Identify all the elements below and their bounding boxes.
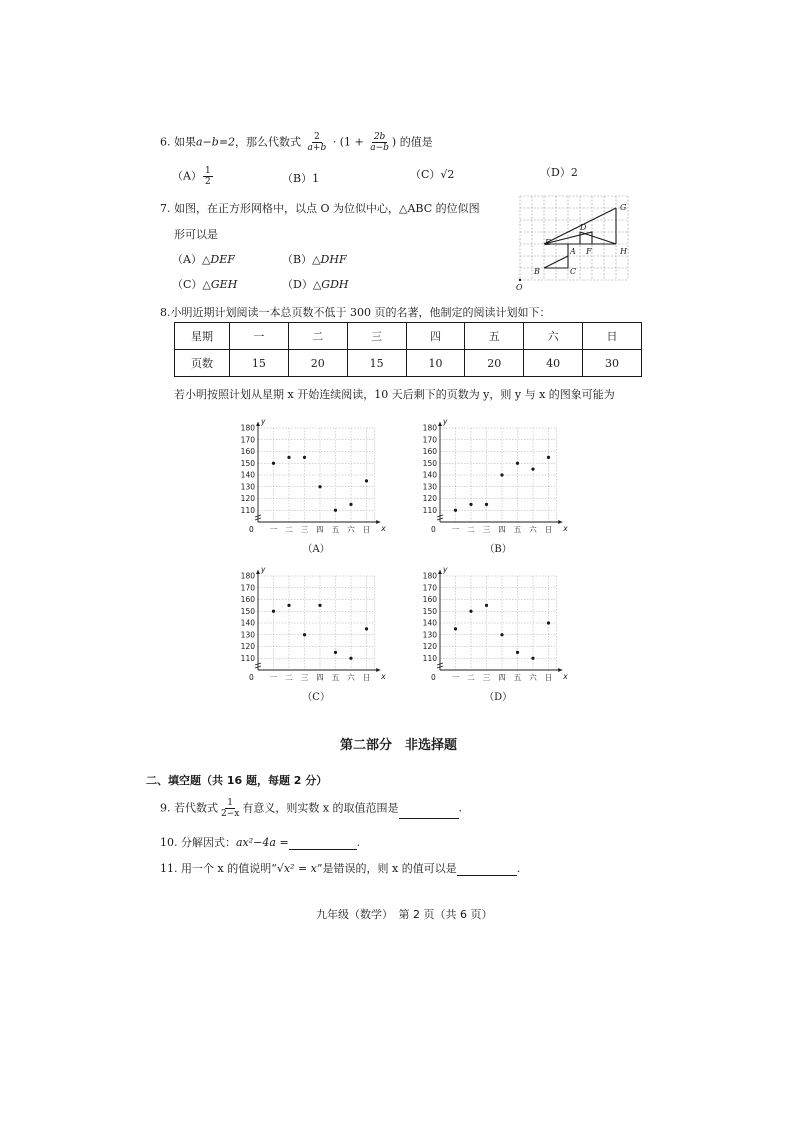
q9-answer-blank[interactable] [399,808,459,819]
y-tick-label: 120 [422,494,437,503]
x-tick-label: 四 [316,673,324,682]
x-axis-arrow [376,668,380,672]
q8-plot-b[interactable] [414,417,568,558]
data-point [272,610,275,613]
y-tick-label: 170 [422,583,437,593]
origin-label: 0 [249,673,254,682]
q6-paren-close: ) [391,135,397,149]
x-tick-label: 三 [300,673,309,682]
table-cell: 日 [583,323,642,350]
table-header-cell: 页数 [175,350,230,377]
origin-label: 0 [249,525,254,534]
x-tick-label: 一 [269,673,278,682]
y-tick-label: 140 [422,618,437,628]
y-axis-label: y [261,565,266,574]
y-tick-label: 160 [240,447,255,456]
q6-option-c[interactable]: （C）√2 [410,168,455,181]
table-cell: 15 [230,350,289,377]
data-point [500,473,503,476]
y-tick-label: 160 [422,595,437,604]
data-point [531,468,534,471]
q8-plot-a[interactable] [232,417,386,558]
y-tick-label: 180 [422,571,437,581]
q8-reading-plan-table [174,322,642,377]
q7-label-a: A [570,247,576,256]
x-tick-label: 一 [269,525,278,534]
q7-label-g: G [620,203,627,212]
table-cell: 二 [288,323,347,350]
data-point [469,610,472,613]
q7-label-h: H [620,247,627,256]
x-axis-label: x [563,672,568,681]
x-tick-label: 五 [513,673,522,682]
plot-svg [414,565,568,706]
q6-stem [160,132,433,153]
table-cell: 10 [406,350,465,377]
x-tick-label: 六 [529,673,537,682]
table-row [175,350,642,377]
q7-label-e: E [545,238,551,247]
y-tick-label: 130 [240,630,255,640]
x-tick-label: 三 [482,673,491,682]
data-point [334,509,337,512]
data-point [547,456,550,459]
x-tick-label: 二 [285,673,293,682]
q7-stem-line1: 7. 如图，在正方形网格中，以点 O 为位似中心，△ABC 的位似图 [160,202,480,215]
x-tick-label: 四 [316,525,324,534]
x-tick-label: 一 [451,673,460,682]
q6-stem-post: 的值是 [399,135,433,149]
table-header-cell: 星期 [175,323,230,350]
data-point [318,604,321,607]
q7-option-a[interactable]: （A）△DEF [172,253,235,266]
x-tick-label: 日 [544,673,553,682]
q7-label-o: O [516,283,523,292]
q6-stem-pre: 如果 [174,135,196,149]
q6-option-a-fraction: $\frac{1}{2}$ [204,166,211,187]
table-cell: 一 [230,323,289,350]
q8-plot-d[interactable] [414,565,568,706]
x-axis-arrow [376,520,380,524]
y-tick-label: 110 [240,505,255,515]
x-tick-label: 三 [482,525,491,534]
x-tick-label: 六 [529,525,537,534]
q6-option-a[interactable]: （A） $\frac{1}{2}$ [172,166,211,187]
y-tick-label: 180 [240,571,255,581]
x-tick-label: 四 [498,525,506,534]
q6-number: 6. [160,135,171,149]
x-axis-arrow [558,668,562,672]
x-tick-label: 二 [467,525,475,534]
table-cell: 五 [465,323,524,350]
y-axis-arrow [256,422,260,426]
q6-fraction-2: $\frac{2b}{a-b}$ [370,132,389,153]
data-point [365,627,368,630]
y-tick-label: 140 [240,470,255,480]
plot-svg [232,565,386,706]
y-tick-label: 160 [422,447,437,456]
q7-label-c: C [570,267,577,276]
y-tick-label: 130 [240,482,255,492]
part2-title: 第二部分 非选择题 [340,738,458,753]
data-point [272,462,275,465]
y-tick-label: 120 [422,642,437,651]
q7-option-b[interactable]: （B）△DHF [282,253,347,266]
y-tick-label: 150 [240,458,255,468]
plot-grid [440,428,556,522]
data-point [365,479,368,482]
x-tick-label: 五 [331,525,340,534]
origin-label: 0 [431,673,436,682]
y-tick-label: 150 [240,606,255,616]
y-tick-label: 110 [422,653,437,663]
data-point [516,651,519,654]
data-point [349,657,352,660]
x-tick-label: 六 [347,673,355,682]
data-point [303,456,306,459]
table-cell: 40 [524,350,583,377]
plot-grid [258,428,374,522]
x-axis-label: x [381,524,386,533]
data-point [287,604,290,607]
q7-point-o [519,279,521,281]
y-tick-label: 180 [240,423,255,433]
table-cell: 20 [465,350,524,377]
x-tick-label: 日 [362,673,371,682]
y-tick-label: 130 [422,630,437,640]
data-point [454,509,457,512]
data-point [531,657,534,660]
data-point [485,604,488,607]
y-tick-label: 140 [422,470,437,480]
table-cell: 20 [288,350,347,377]
plot-caption: （A） [302,544,330,555]
data-point [469,503,472,506]
plot-svg [414,417,568,558]
data-point [485,503,488,506]
q6-condition: a−b=2 [196,135,236,149]
q6-option-b[interactable]: （B）1 [282,172,320,185]
q6-paren-open: (1 + [339,135,364,149]
q9-fraction: $\frac{1}{2-x}$ [221,798,240,819]
data-point [318,485,321,488]
q11-answer-blank[interactable] [457,865,517,876]
y-tick-label: 170 [240,583,255,593]
data-point [516,462,519,465]
x-tick-label: 二 [467,673,475,682]
plot-caption: （B） [484,544,512,555]
page-footer: 九年级（数学） 第 2 页（共 6 页） [316,908,493,921]
q8-question: 若小明按照计划从星期 x 开始连续阅读，10 天后剩下的页数为 y，则 y 与 x 的图象可能为 [174,388,615,401]
data-point [547,621,550,624]
q9: 9. 若代数式 $\frac{1}{2-x}$ 有意义，则实数 x 的取值范围是 . [160,798,463,819]
table-cell: 15 [347,350,406,377]
plot-grid [258,576,374,670]
x-tick-label: 六 [347,525,355,534]
q10-answer-blank[interactable] [289,839,357,850]
q7-grid-figure [516,192,638,292]
y-axis-arrow [256,570,260,574]
data-point [454,627,457,630]
origin-label: 0 [431,525,436,534]
section2-title: 二、填空题（共 16 题，每题 2 分） [146,774,328,787]
data-point [334,651,337,654]
plot-grid [440,576,556,670]
x-tick-label: 二 [285,525,293,534]
data-point [500,633,503,636]
table-row [175,323,642,350]
x-tick-label: 三 [300,525,309,534]
y-axis-label: y [261,417,266,426]
q6-dot: · [332,135,337,149]
table-cell: 30 [583,350,642,377]
y-axis-arrow [438,422,442,426]
y-tick-label: 120 [240,642,255,651]
x-axis-label: x [563,524,568,533]
x-tick-label: 五 [331,673,340,682]
y-axis-label: y [443,565,448,574]
x-tick-label: 日 [362,525,371,534]
y-tick-label: 170 [422,435,437,445]
q7-stem-line2: 形可以是 [174,228,218,241]
y-tick-label: 110 [422,505,437,515]
q10: 10. 分解因式：ax²−4a = . [160,836,361,849]
q7-option-d[interactable]: （D）△GDH [282,278,349,291]
plot-caption: （C） [302,692,330,703]
table-cell: 三 [347,323,406,350]
q6-fraction-1: $\frac{2}{a+b}$ [307,132,327,153]
x-tick-label: 四 [498,673,506,682]
table-cell: 四 [406,323,465,350]
x-tick-label: 一 [451,525,460,534]
plot-svg [232,417,386,558]
q7-label-d: D [580,223,587,232]
q8-plot-c[interactable] [232,565,386,706]
y-tick-label: 110 [240,653,255,663]
x-axis-label: x [381,672,386,681]
y-axis-arrow [438,570,442,574]
q6-option-d[interactable]: （D）2 [540,166,578,179]
q6-stem-mid: ，那么代数式 [235,135,302,149]
x-tick-label: 五 [513,525,522,534]
y-tick-label: 120 [240,494,255,503]
q7-label-f: F [586,247,592,256]
data-point [287,456,290,459]
table-cell: 六 [524,323,583,350]
data-point [303,633,306,636]
y-tick-label: 150 [422,606,437,616]
data-point [349,503,352,506]
y-tick-label: 150 [422,458,437,468]
x-tick-label: 日 [544,525,553,534]
q7-option-c[interactable]: （C）△GEH [172,278,238,291]
q8-stem: 8.小明近期计划阅读一本总页数不低于 300 页的名著，他制定的阅读计划如下： [160,306,551,319]
y-tick-label: 160 [240,595,255,604]
plot-caption: （D） [484,692,513,703]
q7-label-b: B [534,267,540,276]
y-tick-label: 170 [240,435,255,445]
y-tick-label: 180 [422,423,437,433]
x-axis-arrow [558,520,562,524]
y-tick-label: 140 [240,618,255,628]
q11: 11. 用一个 x 的值说明“√x² = x”是错误的，则 x 的值可以是 . [160,862,521,875]
y-tick-label: 130 [422,482,437,492]
y-axis-label: y [443,417,448,426]
